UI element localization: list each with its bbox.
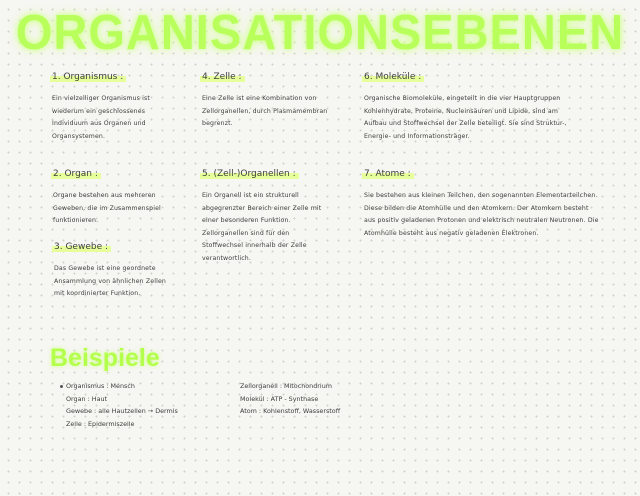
section-text: Ein vielzelliger Organismus ist wiederum ein geschlossenes Individuum aus Organen und Organsystemen. — [52, 95, 150, 140]
examples-right — [240, 380, 340, 418]
section-heading: 6. Moleküle : — [362, 72, 424, 82]
section-text: Eine Zelle ist eine Kombination von Zellorganellen, durch Plasmamembran begrenzt. — [202, 95, 328, 127]
section-text: Organische Biomoleküle, eingeteilt in die vier Hauptgruppen Kohlenhydrate, Proteine, Nucleinsäuren und Lipide, sind am Aufbau und Stoffwechsel der Zelle beteiligt. Sie sind Struktur-, Energie- und Informationsträger. — [364, 95, 567, 140]
section-organellen — [202, 161, 332, 265]
section-gewebe — [54, 234, 170, 301]
section-molekuele — [364, 64, 574, 143]
example-item: Organismus : Mensch — [66, 382, 135, 390]
section-zelle — [202, 64, 340, 131]
section-text: Organe bestehen aus mehreren Geweben, die im Zusammenspiel funktionieren. — [53, 192, 161, 224]
page-title: ORGANISATIONSEBENEN — [15, 3, 625, 60]
examples-heading: Beispiele — [50, 344, 160, 372]
section-heading: 7. Atome : — [362, 169, 414, 179]
section-heading: 2. Organ : — [51, 169, 101, 179]
section-text: Das Gewebe ist eine geordnete Ansammlung von ähnlichen Zellen mit koordinierter Funktion. — [54, 265, 166, 297]
example-item: Zelle : Epidermiszelle — [66, 419, 135, 428]
example-item: Molekül : ATP - Synthase — [240, 394, 319, 403]
section-text: Ein Organell ist ein strukturell abgegrenzter Bereich einer Zelle mit einer besonderen Funktion. Zellorganellen sind für den Stoffwechsel innerhalb der Zelle verantwortlich. — [202, 192, 322, 262]
section-organ — [53, 161, 173, 228]
section-heading: 4. Zelle : — [200, 72, 245, 82]
example-item: Gewebe : alle Hautzellen → Dermis — [66, 407, 178, 415]
section-heading: 5. (Zell-)Organellen : — [200, 169, 299, 179]
example-item: Zellorganell : Mitochondrium — [240, 382, 332, 390]
section-atome — [364, 161, 600, 240]
examples-left — [66, 380, 178, 430]
bullet-dot — [60, 385, 63, 388]
section-organismus — [52, 64, 170, 143]
section-text: Sie bestehen aus kleinen Teilchen, den sogenannten Elementarteilchen. Diese bilden die Atomhülle und den Atomkern. Der Atomkern besteht aus positiv geladenen Protonen und elektrisch neutralen Neutronen. Die Atomhülle besteht aus negativ geladenen Elektronen. — [364, 192, 599, 237]
section-heading: 3. Gewebe : — [52, 242, 111, 252]
example-item: Organ : Haut — [66, 394, 108, 403]
section-heading: 1. Organismus : — [50, 72, 126, 82]
example-item: Atom : Kohlenstoff, Wasserstoff — [240, 407, 341, 415]
